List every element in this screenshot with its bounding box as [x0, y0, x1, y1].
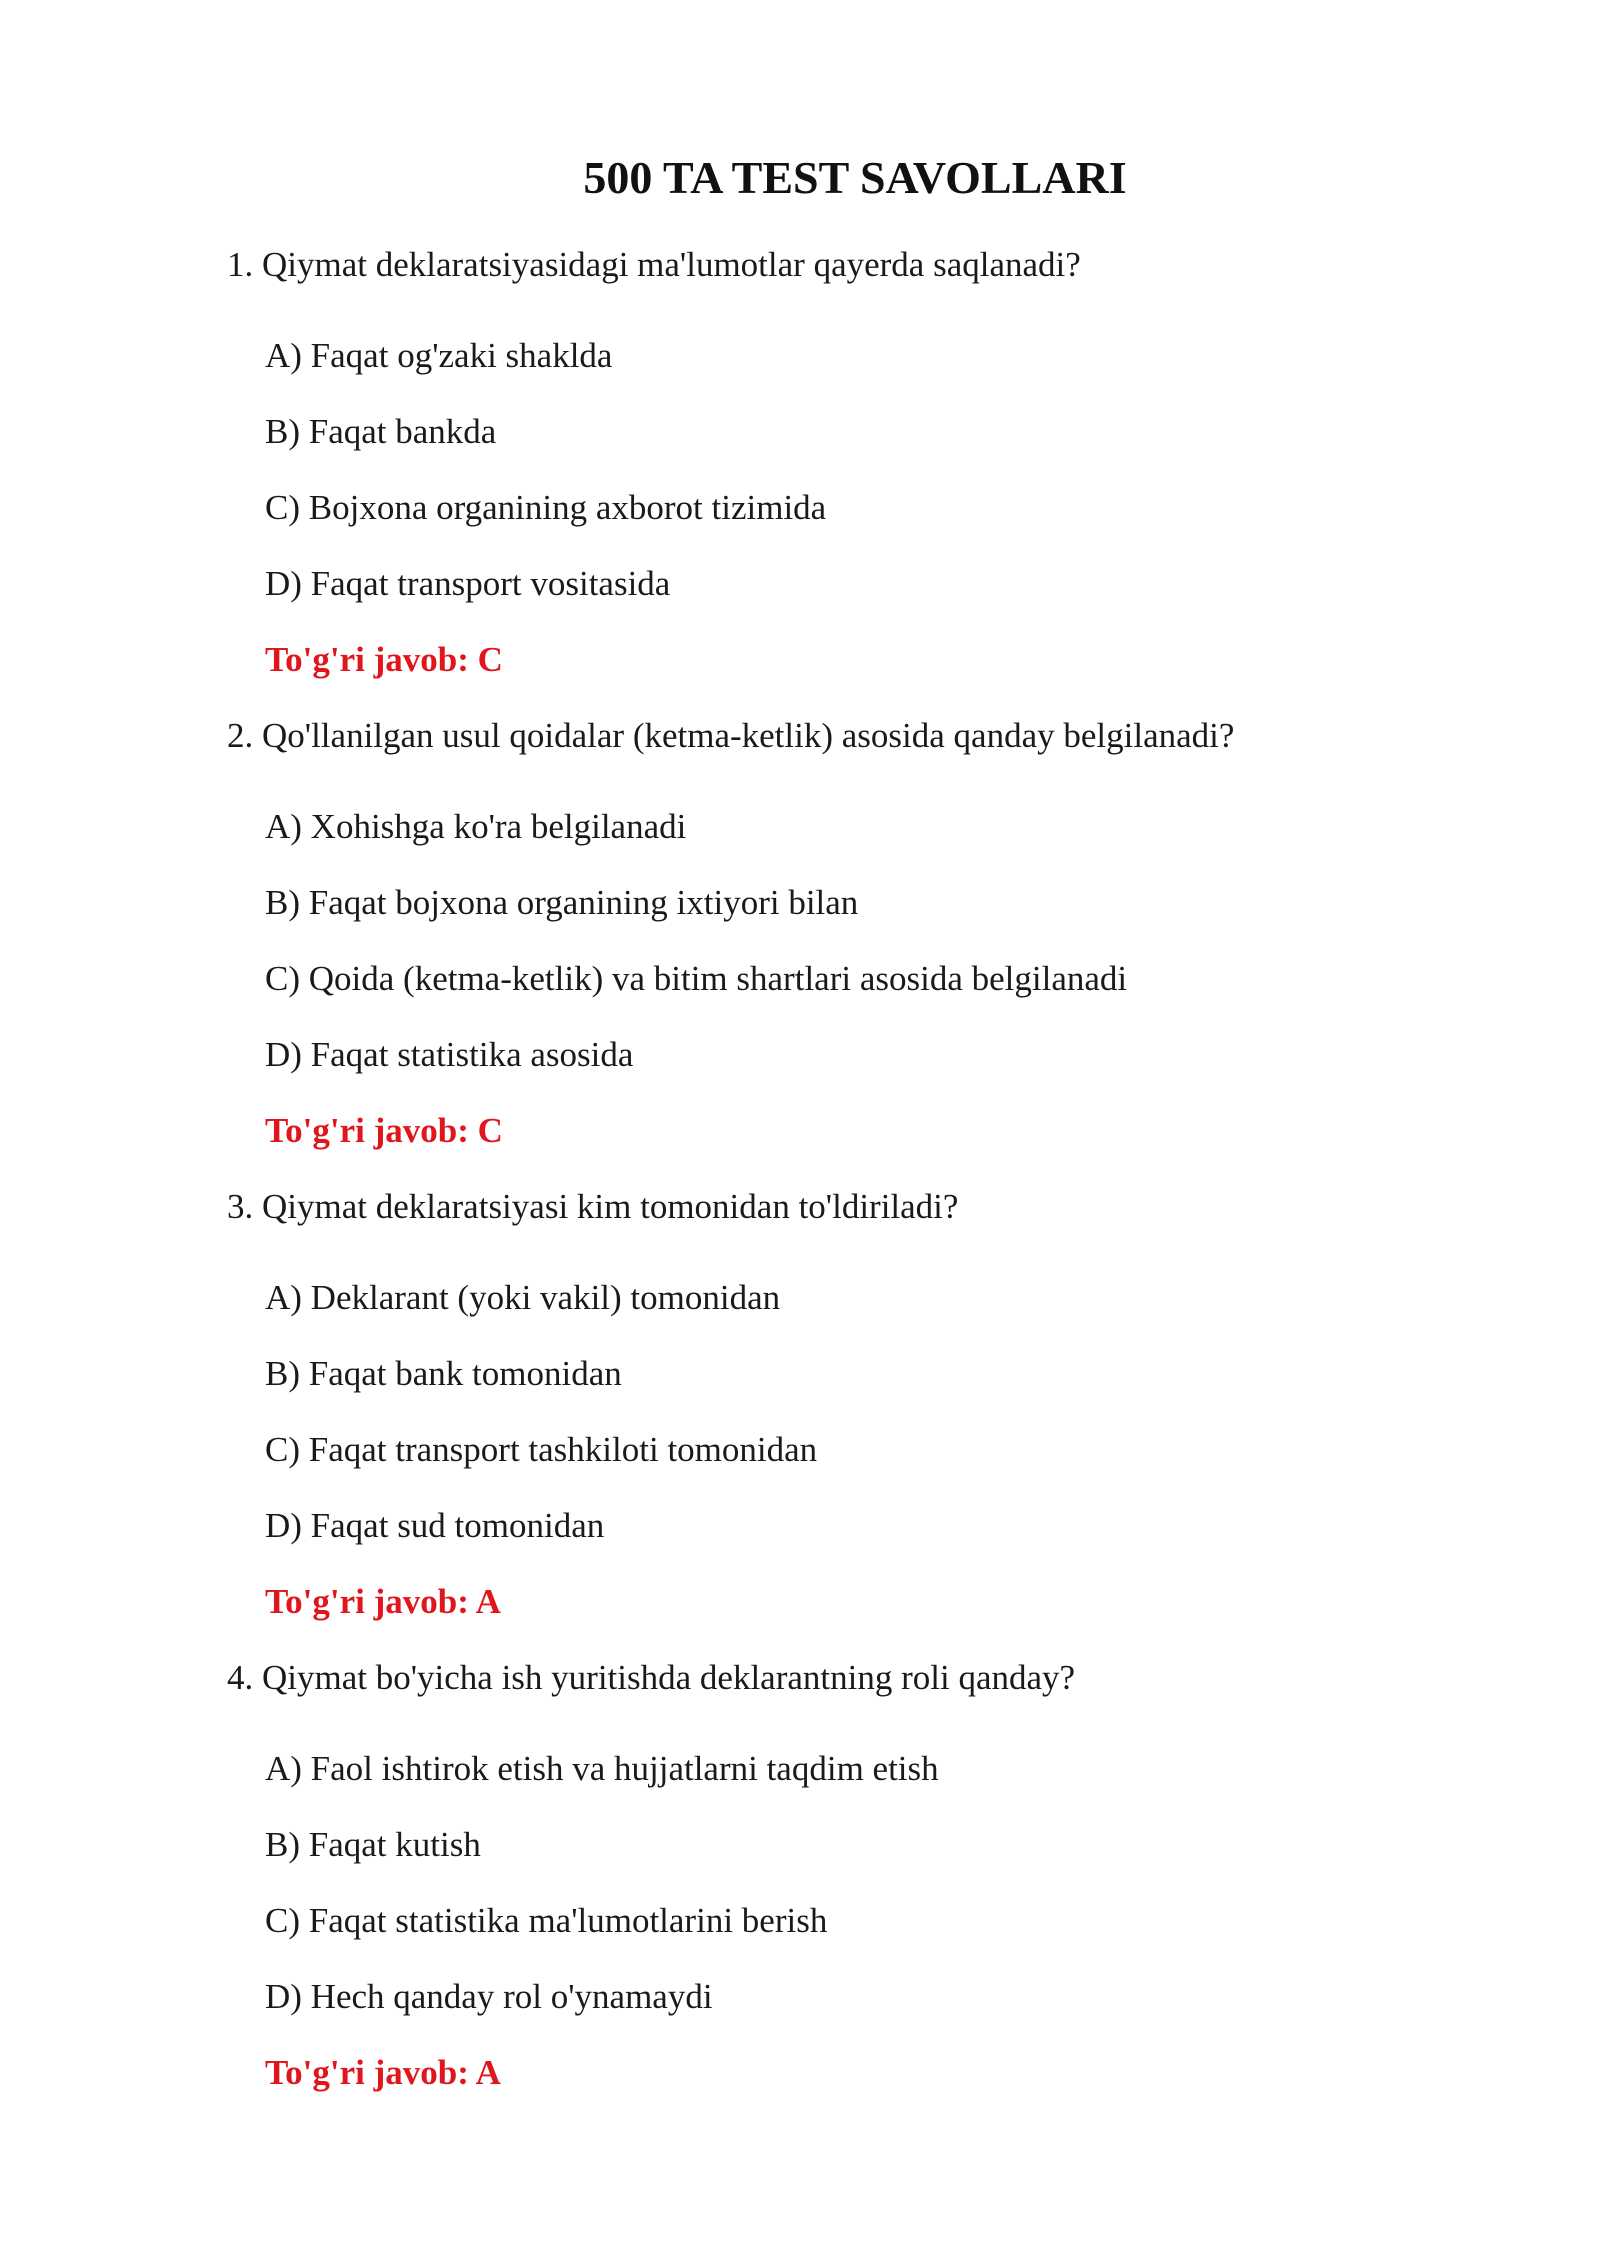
answer-option-c: C) Faqat transport tashkiloti tomonidan	[265, 1430, 818, 1469]
answer-option-b: B) Faqat bojxona organining ixtiyori bilan	[265, 883, 859, 922]
answer-option-b: B) Faqat bank tomonidan	[265, 1354, 622, 1393]
answer-option-c: C) Qoida (ketma-ketlik) va bitim shartlari asosida belgilanadi	[265, 959, 1128, 998]
correct-answer: To'g'ri javob: A	[265, 2053, 501, 2092]
document-title: 500 TA TEST SAVOLLARI	[583, 152, 1127, 203]
answer-option-d: D) Faqat transport vositasida	[265, 564, 671, 603]
question-text: 3. Qiymat deklaratsiyasi kim tomonidan to'ldiriladi?	[227, 1187, 959, 1226]
answer-option-d: D) Faqat statistika asosida	[265, 1035, 634, 1074]
correct-answer: To'g'ri javob: C	[265, 640, 503, 679]
answer-option-a: A) Xohishga ko'ra belgilanadi	[265, 807, 687, 846]
answer-option-d: D) Hech qanday rol o'ynamaydi	[265, 1977, 713, 2016]
answer-option-b: B) Faqat kutish	[265, 1825, 481, 1864]
question-text: 2. Qo'llanilgan usul qoidalar (ketma-ketlik) asosida qanday belgilanadi?	[227, 716, 1235, 755]
correct-answer: To'g'ri javob: C	[265, 1111, 503, 1150]
answer-option-a: A) Faol ishtirok etish va hujjatlarni taqdim etish	[265, 1749, 939, 1788]
answer-option-b: B) Faqat bankda	[265, 412, 497, 451]
answer-option-c: C) Bojxona organining axborot tizimida	[265, 488, 827, 527]
question-text: 1. Qiymat deklaratsiyasidagi ma'lumotlar qayerda saqlanadi?	[227, 245, 1081, 284]
answer-option-d: D) Faqat sud tomonidan	[265, 1506, 605, 1545]
question-text: 4. Qiymat bo'yicha ish yuritishda deklarantning roli qanday?	[227, 1658, 1076, 1697]
answer-option-c: C) Faqat statistika ma'lumotlarini berish	[265, 1901, 828, 1940]
answer-option-a: A) Faqat og'zaki shaklda	[265, 336, 613, 375]
answer-option-a: A) Deklarant (yoki vakil) tomonidan	[265, 1278, 781, 1317]
correct-answer: To'g'ri javob: A	[265, 1582, 501, 1621]
